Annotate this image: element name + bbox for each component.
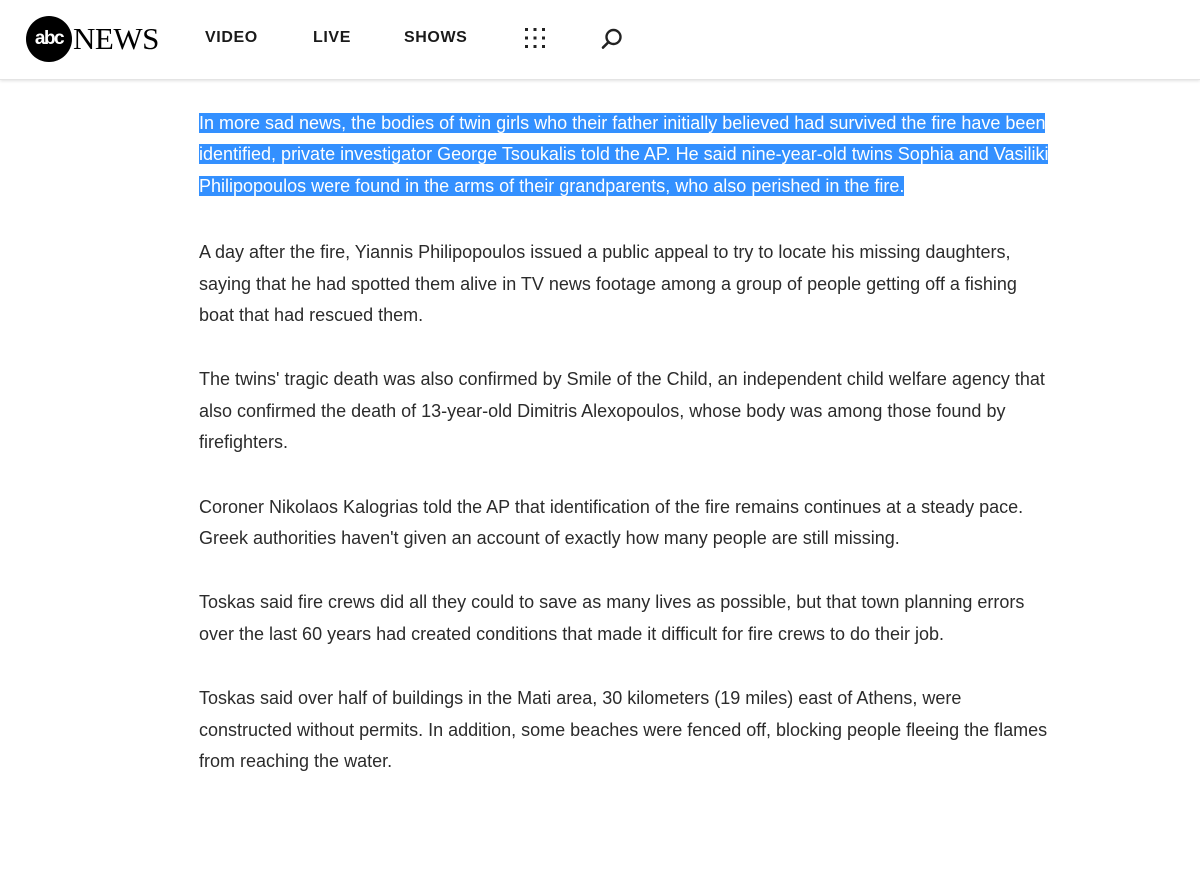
article-paragraph: A day after the fire, Yiannis Philipopoulos issued a public appeal to try to locate his missing daughters, saying that he had spotted them alive in TV news footage among a group of people getting off a fishing boat that had rescued them.: [199, 242, 1017, 326]
nav-live-link[interactable]: LIVE: [313, 29, 351, 46]
article-paragraph: Toskas said over half of buildings in the Mati area, 30 kilometers (19 miles) east of Athens, were constructed without permits. In addition, some beaches were fenced off, blocking people fleeing the flames from reaching the water.: [199, 688, 1048, 772]
nav-shows-link[interactable]: SHOWS: [404, 29, 468, 46]
selected-text[interactable]: In more sad news, the bodies of twin girls who their father initially believed had survived the fire have been identified, private investigator George Tsoukalis told the AP. He said nine-year-old twins Sophia and Vasiliki Philipopoulos were found in the arms of their grandparents, who also perished in the fire.: [199, 113, 1049, 196]
article-body: [199, 108, 1049, 811]
news-wordmark: NEWS: [73, 21, 159, 56]
site-header: [0, 0, 1200, 80]
article-paragraph: Toskas said fire crews did all they could to save as many lives as possible, but that town planning errors over the last 60 years had created conditions that made it difficult for fire crews to do their job.: [199, 592, 1025, 644]
article-paragraph: The twins' tragic death was also confirmed by Smile of the Child, an independent child welfare agency that also confirmed the death of 13-year-old Dimitris Alexopoulos, whose body was among those found by firefighters.: [199, 369, 1045, 453]
abc-news-logo[interactable]: [26, 16, 159, 62]
article-paragraph-highlighted: [199, 108, 1049, 202]
abc-logo-circle: abc: [26, 16, 72, 62]
search-icon[interactable]: [600, 27, 624, 51]
nav-video-link[interactable]: VIDEO: [205, 29, 258, 46]
article-paragraph: Coroner Nikolaos Kalogrias told the AP that identification of the fire remains continues at a steady pace. Greek authorities haven't given an account of exactly how many people are still missing.: [199, 496, 1024, 549]
grid-dots-icon[interactable]: [524, 27, 546, 49]
